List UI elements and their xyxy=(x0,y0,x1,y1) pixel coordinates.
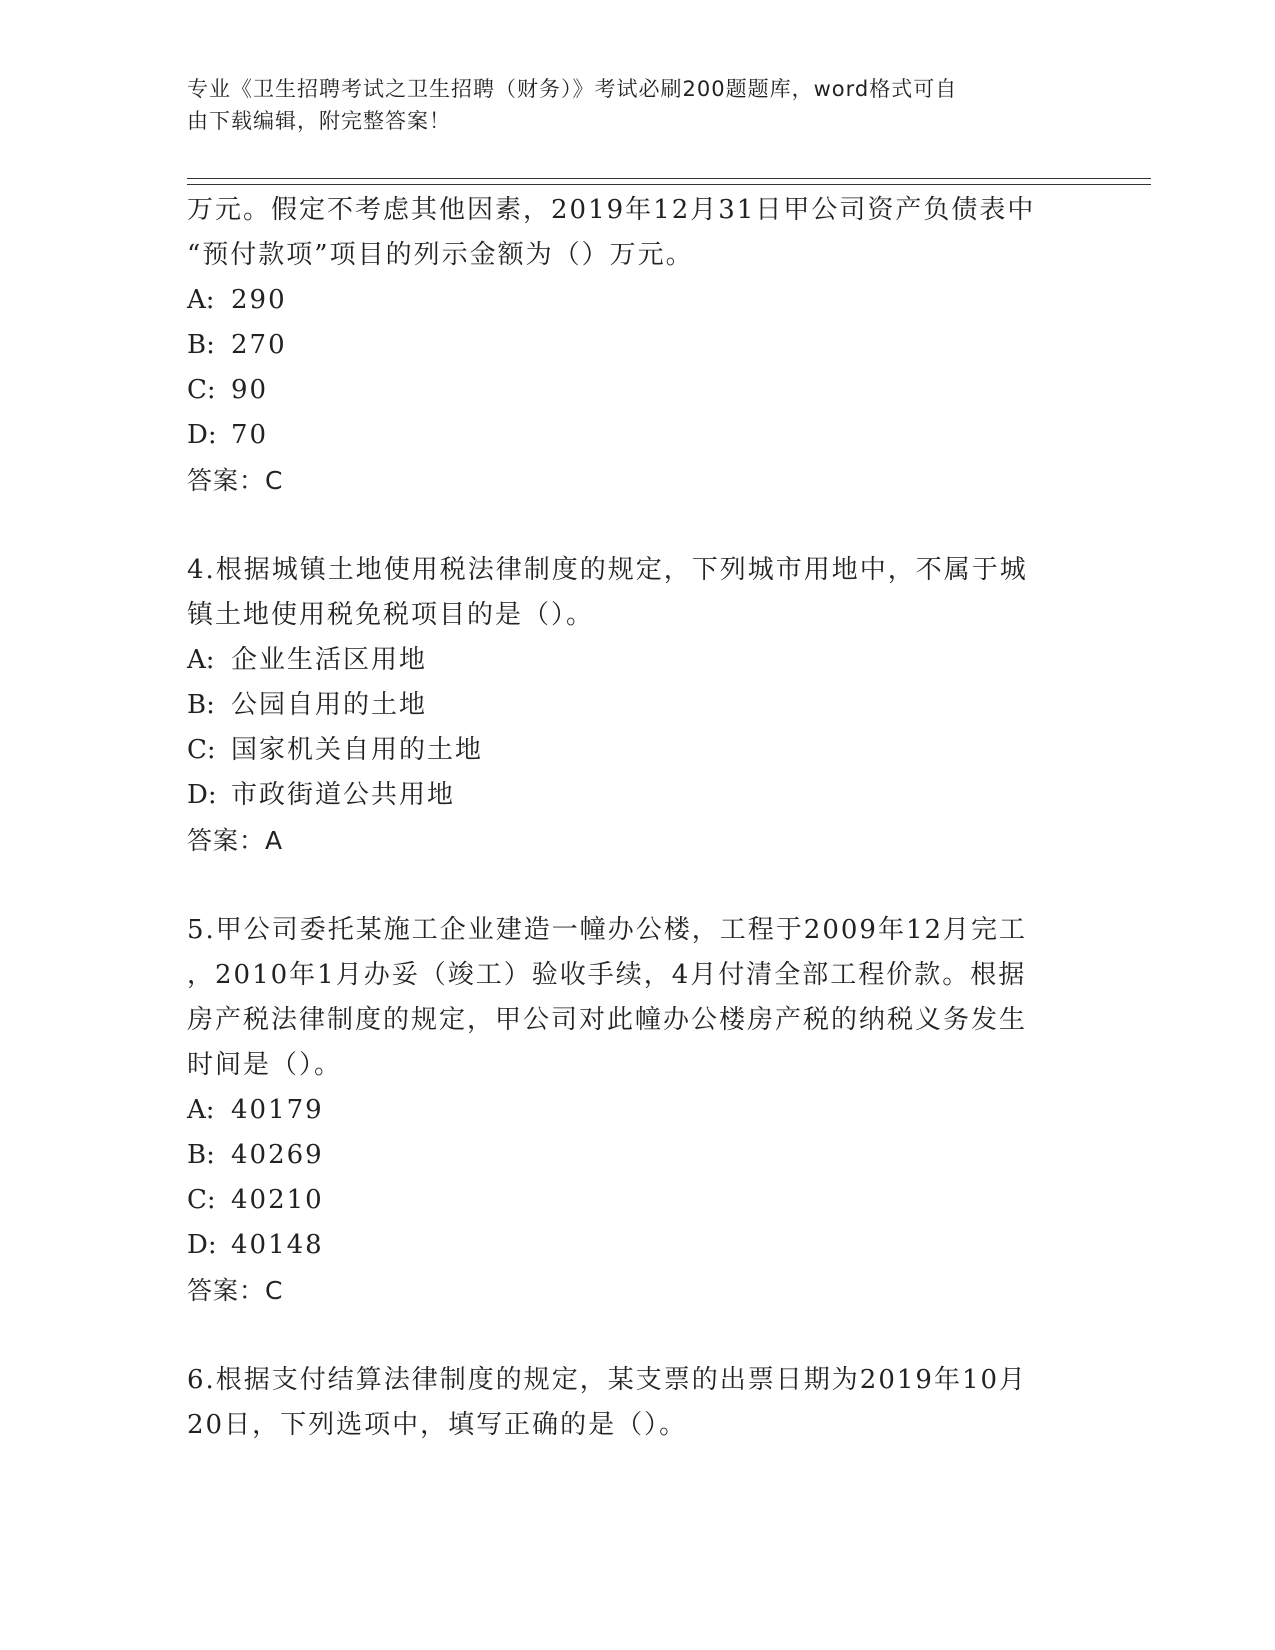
option-label: A: xyxy=(187,645,215,675)
option-c xyxy=(187,1178,1067,1223)
option-b xyxy=(187,1133,1067,1178)
option-label: B: xyxy=(187,1140,215,1170)
option-a xyxy=(187,1088,1067,1133)
question-text-line: 房产税法律制度的规定，甲公司对此幢办公楼房产税的纳税义务发生 xyxy=(187,1005,1028,1035)
option-a xyxy=(187,638,1067,683)
question-text-line: 5.甲公司委托某施工企业建造一幢办公楼，工程于2009年12月完工 xyxy=(187,915,1028,945)
option-text: 90 xyxy=(231,375,269,405)
option-text: 公园自用的土地 xyxy=(231,690,428,720)
question-text-line: 时间是（）。 xyxy=(187,1050,343,1080)
option-d xyxy=(187,413,1067,458)
question-text-line: 20日，下列选项中，填写正确的是（）。 xyxy=(187,1410,688,1440)
question-text-line: 万元。假定不考虑其他因素，2019年12月31日甲公司资产负债表中 xyxy=(187,195,1036,225)
option-text: 国家机关自用的土地 xyxy=(231,735,484,765)
option-d xyxy=(187,1223,1067,1268)
option-text: 40179 xyxy=(231,1095,324,1125)
question-5 xyxy=(187,908,1067,1313)
option-label: C: xyxy=(187,375,216,405)
question-text-line: “预付款项”项目的列示金额为（）万元。 xyxy=(187,240,694,270)
option-label: D: xyxy=(187,780,217,810)
header-divider-top xyxy=(187,178,1151,179)
option-label: D: xyxy=(187,420,217,450)
option-label: A: xyxy=(187,285,215,315)
document-body xyxy=(187,188,1067,1448)
option-label: B: xyxy=(187,690,215,720)
option-text: 企业生活区用地 xyxy=(231,645,428,675)
option-text: 40269 xyxy=(231,1140,324,1170)
option-b xyxy=(187,683,1067,728)
option-b xyxy=(187,323,1067,368)
answer-line: 答案：C xyxy=(187,466,284,495)
option-d xyxy=(187,773,1067,818)
option-c xyxy=(187,728,1067,773)
question-text-line: ，2010年1月办妥（竣工）验收手续，4月付清全部工程价款。根据 xyxy=(187,960,1027,990)
question-text-line: 4.根据城镇土地使用税法律制度的规定，下列城市用地中，不属于城 xyxy=(187,555,1028,585)
header-divider-bottom xyxy=(187,184,1151,185)
question-text-line: 6.根据支付结算法律制度的规定，某支票的出票日期为2019年10月 xyxy=(187,1365,1028,1395)
answer-line: 答案：C xyxy=(187,1276,284,1305)
option-text: 40148 xyxy=(231,1230,324,1260)
question-fragment xyxy=(187,188,1067,503)
option-text: 70 xyxy=(231,420,269,450)
option-a xyxy=(187,278,1067,323)
option-text: 290 xyxy=(231,285,287,315)
option-text: 270 xyxy=(231,330,287,360)
option-text: 市政街道公共用地 xyxy=(231,780,456,810)
question-6 xyxy=(187,1358,1067,1448)
header-line-1: 专业《卫生招聘考试之卫生招聘（财务）》考试必刷200题题库，word格式可自 xyxy=(187,77,958,101)
option-label: D: xyxy=(187,1230,217,1260)
option-label: C: xyxy=(187,735,216,765)
option-label: A: xyxy=(187,1095,215,1125)
option-c xyxy=(187,368,1067,413)
option-text: 40210 xyxy=(231,1185,324,1215)
header-line-2: 由下载编辑，附完整答案！ xyxy=(187,109,451,133)
option-label: B: xyxy=(187,330,215,360)
question-4 xyxy=(187,548,1067,863)
question-text-line: 镇土地使用税免税项目的是（）。 xyxy=(187,600,595,630)
answer-line: 答案：A xyxy=(187,826,284,855)
option-label: C: xyxy=(187,1185,216,1215)
document-header xyxy=(187,73,1067,137)
